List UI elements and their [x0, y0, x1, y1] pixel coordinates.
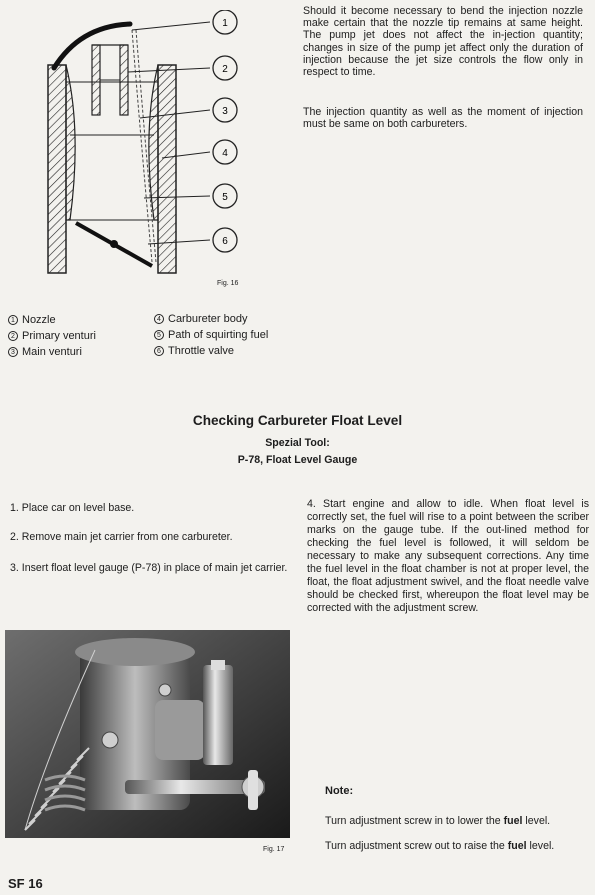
injection-paragraph: The injection quantity as well as the moment of injection must be same on both carbureters.	[303, 106, 583, 131]
note-line-1-bold: fuel	[503, 815, 523, 827]
page-number: SF 16	[8, 876, 43, 891]
legend-item	[154, 327, 268, 343]
note-line-2-bold: fuel	[507, 840, 527, 852]
note-line-2	[325, 840, 554, 853]
note-title: Note:	[325, 785, 354, 797]
legend-right	[154, 311, 268, 359]
legend-number: 3	[8, 347, 18, 357]
section-title: Checking Carbureter Float Level	[192, 413, 403, 428]
legend-number: 2	[8, 331, 18, 341]
note-line-1	[325, 815, 550, 828]
callout-5	[213, 184, 237, 208]
svg-text:1: 1	[222, 18, 228, 29]
step-item: 1. Place car on level base.	[10, 502, 135, 514]
legend-item	[8, 312, 96, 328]
legend-label: Path of squirting fuel	[168, 329, 269, 341]
callout-2	[213, 56, 237, 80]
photo-caption: Fig. 17	[263, 846, 285, 853]
note-line-2-text: Turn adjustment screw out to raise the	[325, 840, 508, 852]
legend-number: 4	[154, 314, 164, 324]
legend-label: Nozzle	[22, 314, 56, 326]
figure-caption: Fig. 16	[217, 280, 239, 287]
tool-name: P-78, Float Level Gauge	[237, 454, 358, 466]
carburetor-diagram	[40, 10, 260, 280]
step-item: 2. Remove main jet carrier from one carbureter.	[10, 531, 233, 543]
legend-item	[8, 344, 96, 360]
float-gauge-photo	[5, 630, 290, 838]
legend-label: Main venturi	[22, 346, 82, 358]
legend-item	[154, 343, 268, 359]
legend-label: Throttle valve	[168, 345, 235, 357]
svg-text:5: 5	[222, 192, 228, 203]
svg-text:4: 4	[222, 148, 228, 159]
callout-3	[213, 98, 237, 122]
svg-text:2: 2	[222, 64, 228, 75]
legend-item	[154, 311, 268, 327]
note-line-1-end: level.	[522, 815, 551, 827]
legend-label: Primary venturi	[22, 330, 96, 342]
note-line-1-text: Turn adjustment screw in to lower the	[325, 815, 504, 827]
legend-number: 5	[154, 330, 164, 340]
legend-number: 6	[154, 346, 164, 356]
legend-item	[8, 328, 96, 344]
callout-6	[213, 228, 237, 252]
legend-label: Carbureter body	[168, 313, 248, 325]
legend-number: 1	[8, 315, 18, 325]
svg-text:6: 6	[222, 236, 228, 247]
callout-4	[213, 140, 237, 164]
intro-paragraph: Should it become necessary to bend the injection nozzle make certain that the nozzle tip remains at same height. The pump jet does not affect the in-jection quantity; changes in size of the pump jet affect only the duration of injection because the jet size controls the flow only in respect to time.	[303, 5, 583, 79]
note-line-2-end: level.	[526, 840, 555, 852]
tool-label: Spezial Tool:	[265, 437, 330, 449]
step-item: 4. Start engine and allow to idle. When float level is correctly set, the fuel will rise to a point between the scriber marks on the gauge tube. If the out-lined method for checking the fuel level is followed, it will seldom be necessary to make any subsequent corrections. Any time the fuel level in the float chamber is not at proper level, the float, the float adjustment swivel, and the float needle valve should be checked first, whereupon the float level may be corrected with the adjustment screw.	[307, 498, 589, 614]
callout-1	[213, 10, 237, 34]
svg-text:3: 3	[222, 106, 228, 117]
legend-left	[8, 312, 96, 360]
step-item: 3. Insert float level gauge (P-78) in place of main jet carrier.	[10, 562, 288, 574]
